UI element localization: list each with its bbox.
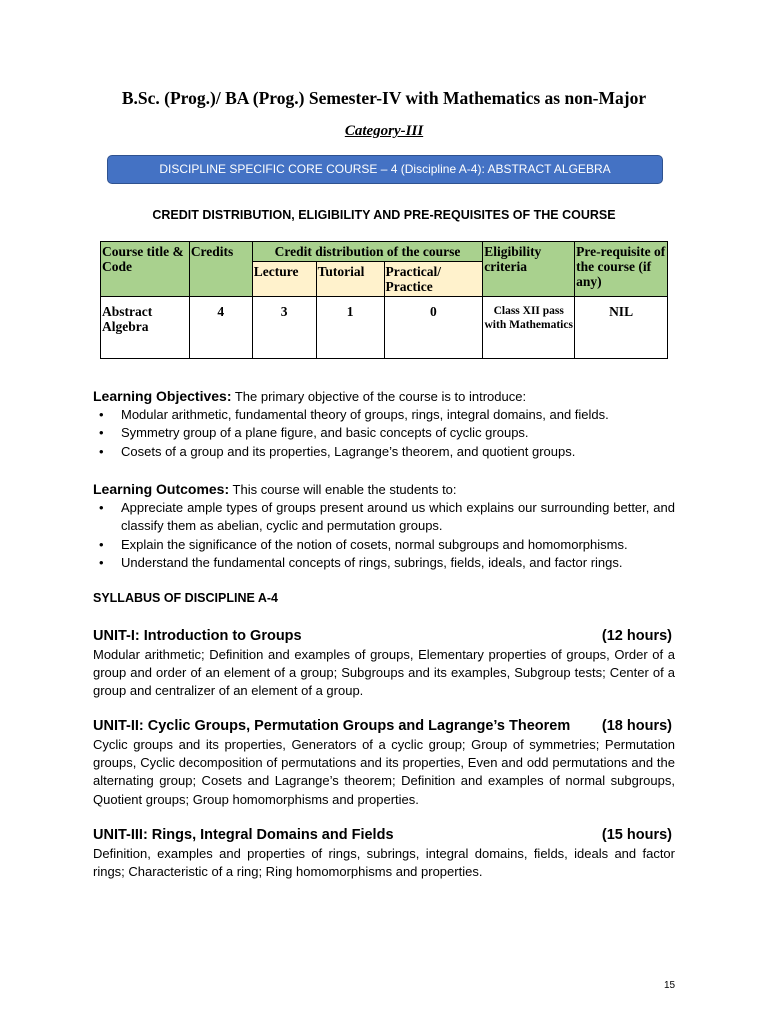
unit-1	[93, 626, 675, 701]
objectives-intro: The primary objective of the course is to introduce:	[231, 389, 527, 404]
unit-body: Modular arithmetic; Definition and examples of groups, Elementary properties of groups, Order of a group and order of an element of a group; Subgroups and its examples, Subgroup tests; Center of a group and centralizer of an element of a group.	[93, 647, 675, 699]
list-item: • Cosets of a group and its properties, Lagrange’s theorem, and quotient groups.	[93, 443, 675, 461]
category-label: Category-III	[344, 123, 424, 139]
table-header-row	[101, 242, 668, 262]
table-row	[101, 297, 668, 359]
header-eligibility: Eligibility criteria	[483, 242, 575, 297]
objectives-lead: Learning Objectives:	[93, 388, 232, 404]
header-practical: Practical/ Practice	[384, 262, 483, 297]
cell-eligibility: Class XII pass with Mathematics	[483, 297, 575, 359]
unit-hours: (18 hours)	[601, 718, 672, 734]
header-prerequisite: Pre-requisite of the course (if any)	[575, 242, 668, 297]
credit-distribution-heading: CREDIT DISTRIBUTION, ELIGIBILITY AND PRE-REQUISITES OF THE COURSE	[152, 208, 616, 222]
objectives-list	[93, 406, 675, 461]
header-course-title: Course title & Code	[101, 242, 190, 297]
syllabus-heading: SYLLABUS OF DISCIPLINE A-4	[93, 591, 278, 605]
unit-hours: (12 hours)	[601, 628, 672, 644]
bullet-icon: •	[99, 500, 104, 516]
outcomes-intro: This course will enable the students to:	[229, 482, 457, 497]
cell-practical: 0	[384, 297, 483, 359]
list-item: • Appreciate ample types of groups present around us which explains our surrounding better, and classify them as abelian, cyclic and permutation groups.	[99, 500, 675, 534]
cell-prerequisite: NIL	[575, 297, 668, 359]
learning-objectives	[93, 387, 675, 461]
unit-hours: (15 hours)	[601, 827, 672, 843]
list-item: • Symmetry group of a plane figure, and basic concepts of cyclic groups.	[93, 424, 675, 442]
credit-distribution-table	[100, 241, 668, 359]
cell-lecture: 3	[252, 297, 316, 359]
bullet-icon: •	[99, 443, 104, 459]
header-credit-distribution: Credit distribution of the course	[252, 242, 483, 262]
outcomes-list	[93, 499, 675, 572]
header-tutorial: Tutorial	[316, 262, 384, 297]
bullet-icon: •	[99, 407, 104, 423]
list-item: • Explain the significance of the notion of cosets, normal subgroups and homomorphisms.	[93, 536, 675, 554]
bullet-icon: •	[99, 536, 104, 552]
page-title: B.Sc. (Prog.)/ BA (Prog.) Semester-IV with Mathematics as non-Major	[121, 88, 647, 108]
cell-credits: 4	[189, 297, 252, 359]
unit-2	[93, 716, 675, 809]
outcomes-lead: Learning Outcomes:	[93, 481, 230, 497]
learning-outcomes	[93, 480, 675, 572]
list-item: • Understand the fundamental concepts of rings, subrings, fields, ideals, and factor rings.	[93, 554, 675, 572]
unit-body: Definition, examples and properties of rings, subrings, integral domains, fields, ideals and factor rings; Characteristic of a ring; Ring homomorphisms and properties.	[93, 846, 675, 880]
list-item: • Modular arithmetic, fundamental theory of groups, rings, integral domains, and fields.	[93, 406, 675, 424]
unit-body: Cyclic groups and its properties, Generators of a cyclic group; Group of symmetries; Permutation groups, Cyclic decomposition of permutations and its properties, Even and odd permutations and the alternating group; Cosets and Lagrange’s theorem; Definition and examples of normal subgroups, Quotient groups; Group homomorphisms and properties.	[93, 737, 675, 807]
unit-title: UNIT-II: Cyclic Groups, Permutation Groups and Lagrange’s Theorem	[93, 718, 571, 734]
course-banner: DISCIPLINE SPECIFIC CORE COURSE – 4 (Discipline A-4): ABSTRACT ALGEBRA	[107, 155, 663, 184]
header-credits: Credits	[189, 242, 252, 297]
cell-course: Abstract Algebra	[101, 297, 190, 359]
bullet-icon: •	[99, 425, 104, 441]
cell-tutorial: 1	[316, 297, 384, 359]
unit-3	[93, 825, 675, 881]
page-number: 15	[664, 980, 676, 991]
unit-title: UNIT-I: Introduction to Groups	[93, 628, 302, 644]
header-lecture: Lecture	[252, 262, 316, 297]
unit-title: UNIT-III: Rings, Integral Domains and Fields	[93, 827, 394, 843]
bullet-icon: •	[99, 554, 104, 570]
